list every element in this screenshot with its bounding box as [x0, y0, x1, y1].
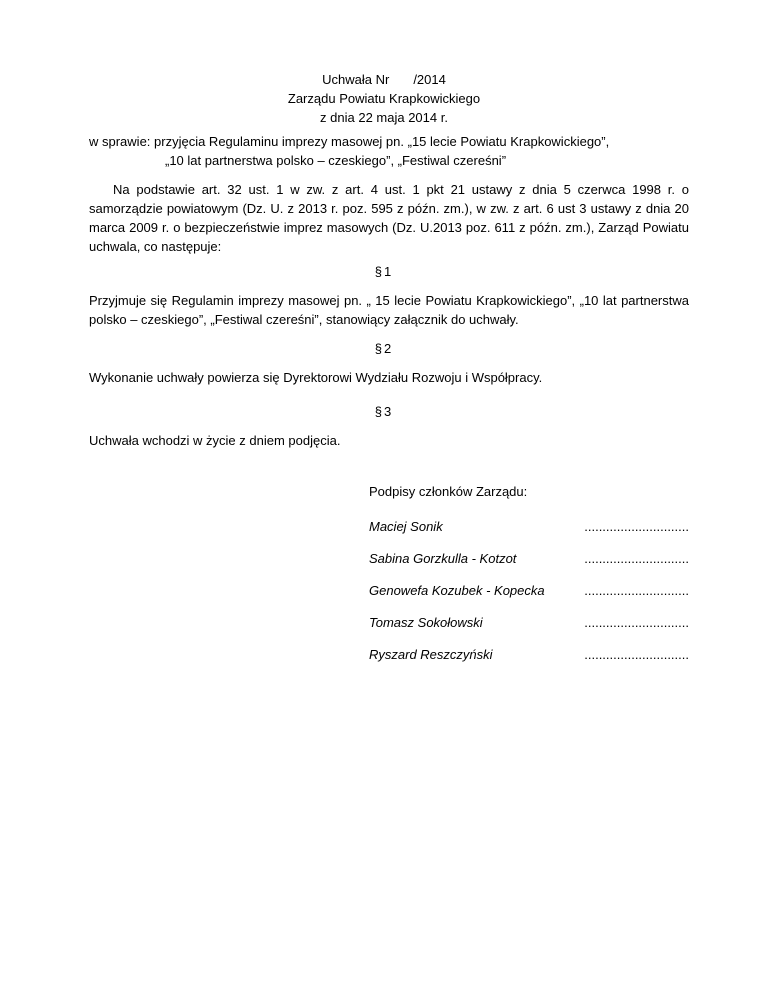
resolution-number-line	[0, 70, 768, 89]
member-name: Genowefa Kozubek - Kopecka	[369, 583, 545, 598]
resolution-header	[0, 70, 768, 127]
signature-row	[369, 549, 689, 581]
section-heading-3: §3	[374, 404, 394, 419]
member-name: Tomasz Sokołowski	[369, 615, 483, 630]
member-name: Sabina Gorzkulla - Kotzot	[369, 551, 517, 566]
issuing-body: Zarządu Powiatu Krapkowickiego	[287, 91, 481, 106]
subject-matter	[89, 132, 689, 170]
section-heading-1: §1	[374, 264, 394, 279]
member-name: Maciej Sonik	[369, 519, 443, 534]
signature-row	[369, 645, 689, 677]
section-text-3: Uchwała wchodzi w życie z dniem podjęcia.	[89, 433, 341, 448]
member-name: Ryszard Reszczyński	[369, 647, 493, 662]
section-heading-2: §2	[374, 341, 394, 356]
signature-line: .............................	[584, 551, 689, 566]
signature-row	[369, 581, 689, 613]
resolution-number-suffix: /2014	[413, 72, 446, 87]
signature-line: .............................	[584, 647, 689, 662]
signatures-title: Podpisy członków Zarządu:	[369, 484, 528, 499]
section-text-1: Przyjmuje się Regulamin imprezy masowej pn. „ 15 lecie Powiatu Krapkowickiego”, „10 lat partnerstwa polsko – czeskiego”, „Festiwal czereśni”, stanowiący załącznik do uchwały.	[89, 293, 689, 327]
subject-line-1: w sprawie: przyjęcia Regulaminu imprezy masowej pn. „15 lecie Powiatu Krapkowickiego”,	[89, 134, 610, 149]
signature-line: .............................	[584, 519, 689, 534]
resolution-date: z dnia 22 maja 2014 r.	[320, 110, 448, 125]
resolution-number-prefix: Uchwała Nr	[322, 72, 390, 87]
signature-line: .............................	[584, 583, 689, 598]
signatures-block	[369, 482, 689, 677]
preamble-paragraph: Na podstawie art. 32 ust. 1 w zw. z art. 4 ust. 1 pkt 21 ustawy z dnia 5 czerwca 1998 r. o samorządzie powiatowym (Dz. U. z 2013 r. poz. 595 z późn. zm.), w zw. z art. 6 ust 3 ustawy z dnia 20 marca 2009 r. o bezpieczeństwie imprez masowych (Dz. U.2013 poz. 611 z późn. zm.), Zarząd Powiatu uchwala, co następuje:	[89, 182, 689, 254]
signature-row	[369, 517, 689, 549]
signature-line: .............................	[584, 615, 689, 630]
signature-row	[369, 613, 689, 645]
section-text-2: Wykonanie uchwały powierza się Dyrektorowi Wydziału Rozwoju i Współpracy.	[89, 370, 543, 385]
subject-line-2: „10 lat partnerstwa polsko – czeskiego”, „Festiwal czereśni”	[165, 153, 507, 168]
